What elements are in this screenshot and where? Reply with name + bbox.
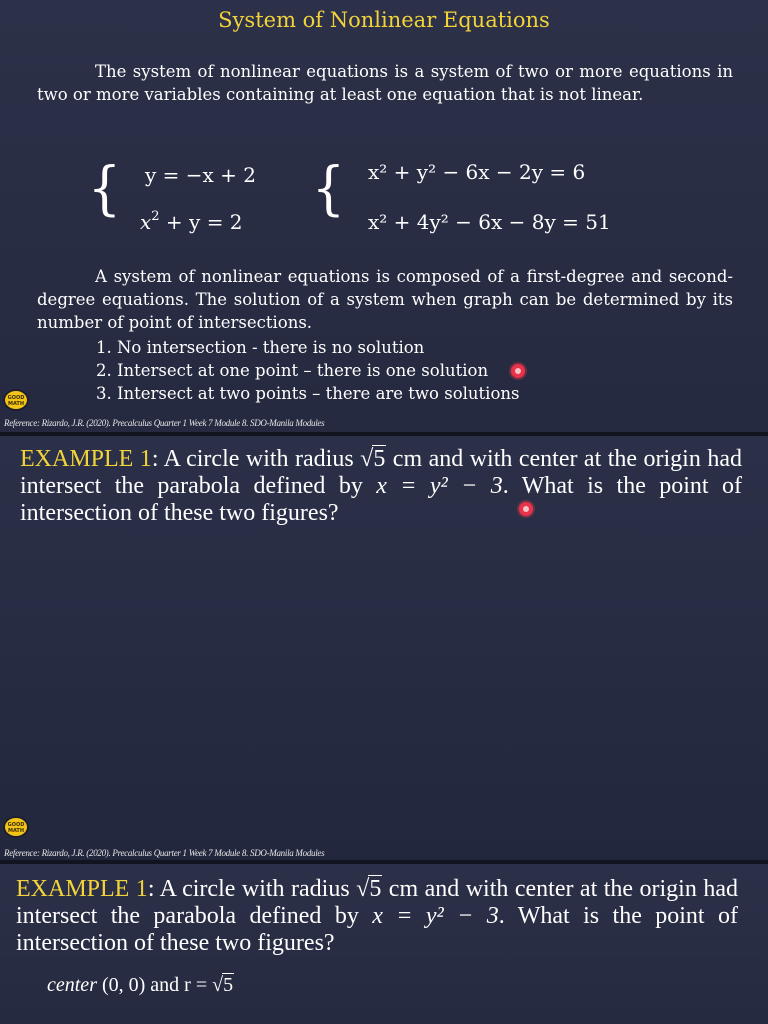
reference-citation: Reference: Rizardo, J.R. (2020). Precalculus Quarter 1 Week 7 Module 8. SDO-Manila Modules [4, 418, 325, 428]
system1-equation-2: $x^2 + y = 2$ [140, 209, 243, 234]
parabola-equation: x = y² − 3 [376, 473, 503, 499]
system2-equation-2: x² + 4y² − 6x − 8y = 51 [368, 210, 611, 234]
example-1-problem: EXAMPLE 1: A circle with radius √5 cm and with center at the origin had intersect the parabola defined by x = y² − 3. What is the point of intersection of these two figures? [20, 446, 742, 526]
slide-example-1 [0, 436, 768, 860]
sqrt-5: √5 [360, 446, 386, 472]
case-one-intersection: 2. Intersect at one point – there is one solution [96, 361, 489, 380]
example-1-problem-repeat: EXAMPLE 1: A circle with radius √5 cm and with center at the origin had intersect the parabola defined by x = y² − 3. What is the point of intersection of these two figures? [16, 876, 738, 956]
parabola-equation: x = y² − 3 [372, 903, 499, 929]
case-two-intersections: 3. Intersect at two points – there are two solutions [96, 384, 520, 403]
sqrt-5: √5 [212, 974, 234, 996]
center-radius-statement [47, 974, 234, 997]
case-no-intersection: 1. No intersection - there is no solution [96, 338, 425, 357]
center-value: (0, 0) and r = [101, 974, 213, 996]
good-math-logo: GOOD MATH [3, 389, 29, 411]
laser-pointer-cursor [511, 364, 525, 378]
example-label: EXAMPLE 1 [20, 446, 152, 472]
intersection-cases-list [96, 336, 519, 405]
slide-title: System of Nonlinear Equations [218, 8, 550, 32]
system1-equation-1: y = −x + 2 [145, 163, 257, 187]
center-label: center [47, 974, 97, 996]
left-brace-system-1: { [87, 154, 122, 222]
laser-pointer-cursor [519, 502, 533, 516]
left-brace-system-2: { [311, 154, 346, 222]
definition-paragraph: The system of nonlinear equations is a system of two or more equations in two or more variables containing at least one equation that is not linear. [37, 62, 733, 104]
explanation-paragraph: A system of nonlinear equations is composed of a first-degree and second-degree equations. The solution of a system when graph can be determined by its number of point of intersections. [37, 267, 733, 332]
slide-example-1-solution [0, 864, 768, 1024]
example-label: EXAMPLE 1 [16, 876, 148, 902]
slide-system-of-nonlinear-equations [0, 0, 768, 432]
good-math-logo: GOOD MATH [3, 816, 29, 838]
sqrt-5: √5 [356, 876, 382, 902]
system1-eq2-rest: + y = 2 [159, 210, 243, 234]
reference-citation: Reference: Rizardo, J.R. (2020). Precalculus Quarter 1 Week 7 Module 8. SDO-Manila Modules [4, 848, 325, 858]
system2-equation-1: x² + y² − 6x − 2y = 6 [368, 160, 586, 184]
system1-eq2-variable: x [140, 210, 152, 234]
